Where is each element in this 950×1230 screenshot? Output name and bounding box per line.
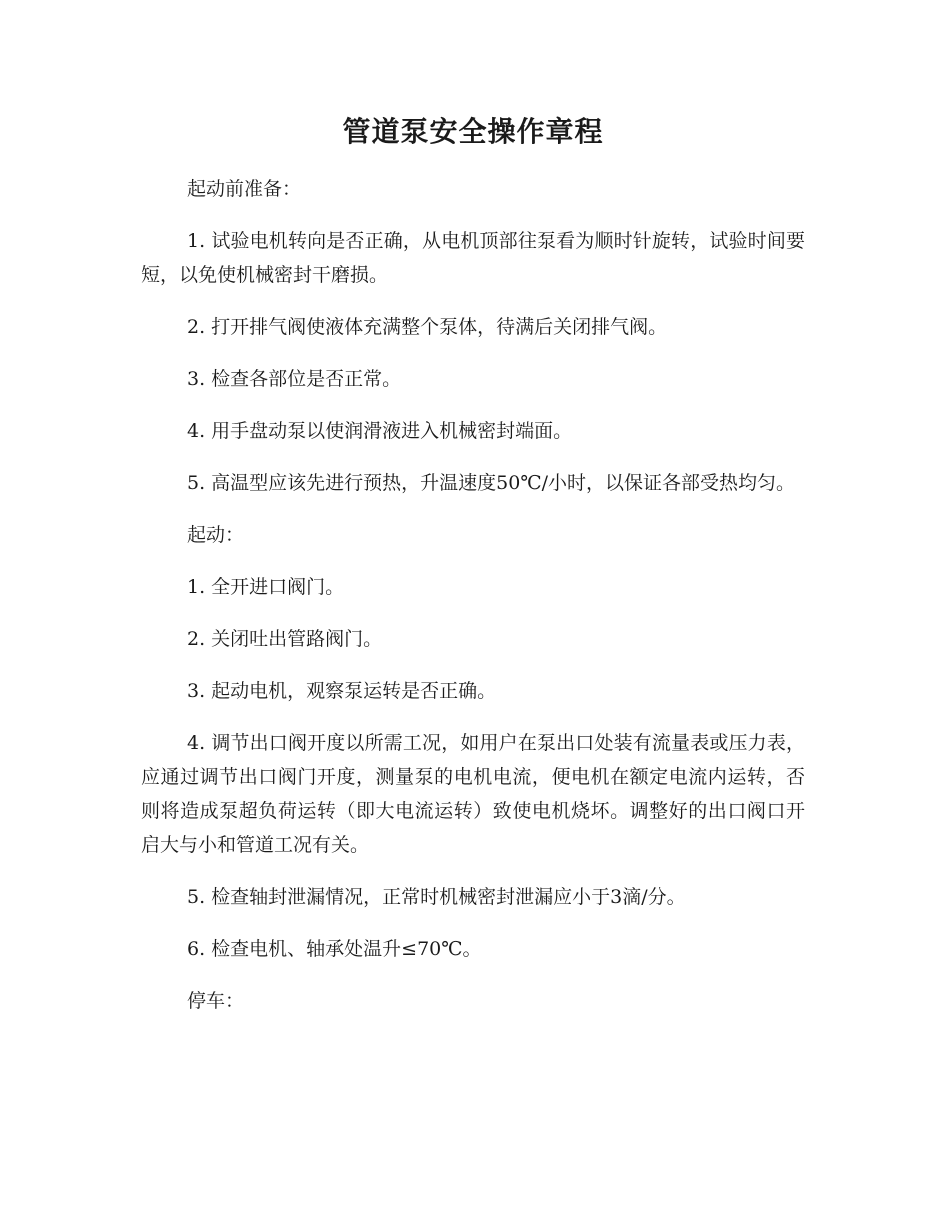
section-heading-pre-start: 起动前准备：: [187, 178, 302, 200]
section-heading-stop: 停车：: [187, 990, 245, 1012]
pre-start-item-2: 2. 打开排气阀使液体充满整个泵体，待满后关闭排气阀。: [187, 316, 668, 338]
pre-start-item-4: 4. 用手盘动泵以使润滑液进入机械密封端面。: [187, 420, 573, 442]
start-item-3: 3. 起动电机，观察泵运转是否正确。: [187, 680, 497, 702]
pre-start-item-3: 3. 检查各部位是否正常。: [187, 368, 402, 390]
pre-start-item-1: 1. 试验电机转向是否正确，从电机顶部往泵看为顺时针旋转，试验时间要短，以免使机械密封干磨损。: [141, 230, 805, 286]
start-item-1: 1. 全开进口阀门。: [187, 576, 345, 598]
pre-start-item-5: 5. 高温型应该先进行预热，升温速度50℃/小时，以保证各部受热均匀。: [187, 472, 796, 494]
section-heading-start: 起动：: [187, 524, 245, 546]
document-title: 管道泵安全操作章程: [342, 115, 604, 148]
start-item-5: 5. 检查轴封泄漏情况，正常时机械密封泄漏应小于3滴/分。: [187, 886, 686, 908]
start-item-2: 2. 关闭吐出管路阀门。: [187, 628, 383, 650]
start-item-6: 6. 检查电机、轴承处温升≤70℃。: [187, 938, 482, 960]
start-item-4: 4. 调节出口阀开度以所需工况，如用户在泵出口处装有流量表或压力表，应通过调节出口阀门开度，测量泵的电机电流，便电机在额定电流内运转，否则将造成泵超负荷运转（即大电流运转）致使电机烧坏。调整好的出口阀口开启大与小和管道工况有关。: [141, 732, 805, 856]
